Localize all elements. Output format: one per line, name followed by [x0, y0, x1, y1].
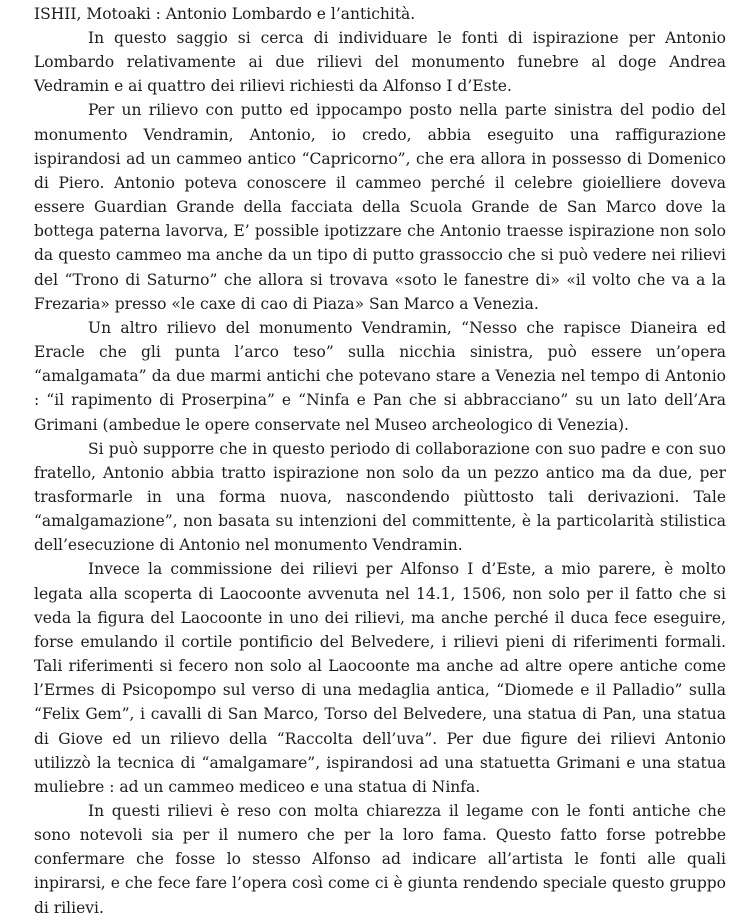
paragraph-alfonso: Invece la commissione dei rilievi per Alfonso I d’Este, a mio parere, è molto legata alla scoperta di Laocoonte avvenuta nel 14.1, 1506, non solo per il fatto che si veda la figura del Laocoonte in uno dei rilievi, ma anche perché il duca fece eseguire, forse emulando il cortile pontificio del Belvedere, i rilievi pieni di riferimenti formali. Tali riferimenti si fecero non solo al Laocoonte ma anche ad altre opere antiche come l’Ermes di Psicopompo sul verso di una medaglia antica, “Diomede e il Palladio” sulla “Felix Gem”, i cavalli di San Marco, Torso del Belvedere, una statua di Pan, una statua di Giove ed un rilievo della “Raccolta dell’uva”. Per due figure dei rilievi Antonio utilizzò la tecnica di “amalgamare”, ispirandosi ad una statuetta Grimani e una statua muliebre : ad un cammeo mediceo e una statua di Ninfa. — [34, 560, 726, 796]
document-page — [34, 2, 726, 920]
paragraph-intro: In questo saggio si cerca di individuare le fonti di ispirazione per Antonio Lombardo relativamente ai due rilievi del monumento funebre al doge Andrea Vedramin e ai quattro dei rilievi richiesti da Alfonso I d’Este. — [34, 29, 726, 96]
article-header: ISHII, Motoaki : Antonio Lombardo e l’antichità. — [34, 5, 416, 23]
paragraph-capricorno: Per un rilievo con putto ed ippocampo posto nella parte sinistra del podio del monumento Vendramin, Antonio, io credo, abbia eseguito una raffigurazione ispirandosi ad un cammeo antico “Capricorno”, che era allora in possesso di Domenico di Piero. Antonio poteva conoscere il cammeo perché il celebre gioielliere doveva essere Guardian Grande della facciata della Scuola Grande de San Marco dove la bottega paterna lavorva, E’ possible ipotizzare che Antonio traesse ispirazione non solo da questo cammeo ma anche da un tipo di putto grassoccio che si può vedere nei rilievi del “Trono di Saturno” che allora si trovava «soto le fanestre di» «il volto che va a la Frezaria» presso «le caxe di cao di Piaza» San Marco a Venezia. — [34, 101, 726, 313]
paragraph-amalgamazione: Si può supporre che in questo periodo di collaborazione con suo padre e con suo fratello, Antonio abbia tratto ispirazione non solo da un pezzo antico ma da due, per trasformarle in una forma nuova, nascondendo piùttosto tali derivazioni. Tale “amalgamazione”, non basata su intenzioni del committente, è la particolarità stilistica dell’esecuzione di Antonio nel monumento Vendramin. — [34, 439, 726, 555]
paragraph-nesso: Un altro rilievo del monumento Vendramin, “Nesso che rapisce Dianeira ed Eracle che gli punta l’arco teso” sulla nicchia sinistra, può essere un’opera “amalgamata” da due marmi antichi che potevano stare a Venezia nel tempo di Antonio : “il rapimento di Proserpina” e “Ninfa e Pan che si abbracciano” su un lato dell’Ara Grimani (ambedue le opere conservate nel Museo archeologico di Venezia). — [34, 318, 726, 434]
paragraph-conclusion: In questi rilievi è reso con molta chiarezza il legame con le fonti antiche che sono notevoli sia per il numero che per la loro fama. Questo fatto forse potrebbe confermare che fosse lo stesso Alfonso ad indicare all’artista le fonti alle quali inpirarsi, e che fece fare l’opera così come ci è giunta rendendo speciale questo gruppo di rilievi. — [34, 802, 726, 917]
